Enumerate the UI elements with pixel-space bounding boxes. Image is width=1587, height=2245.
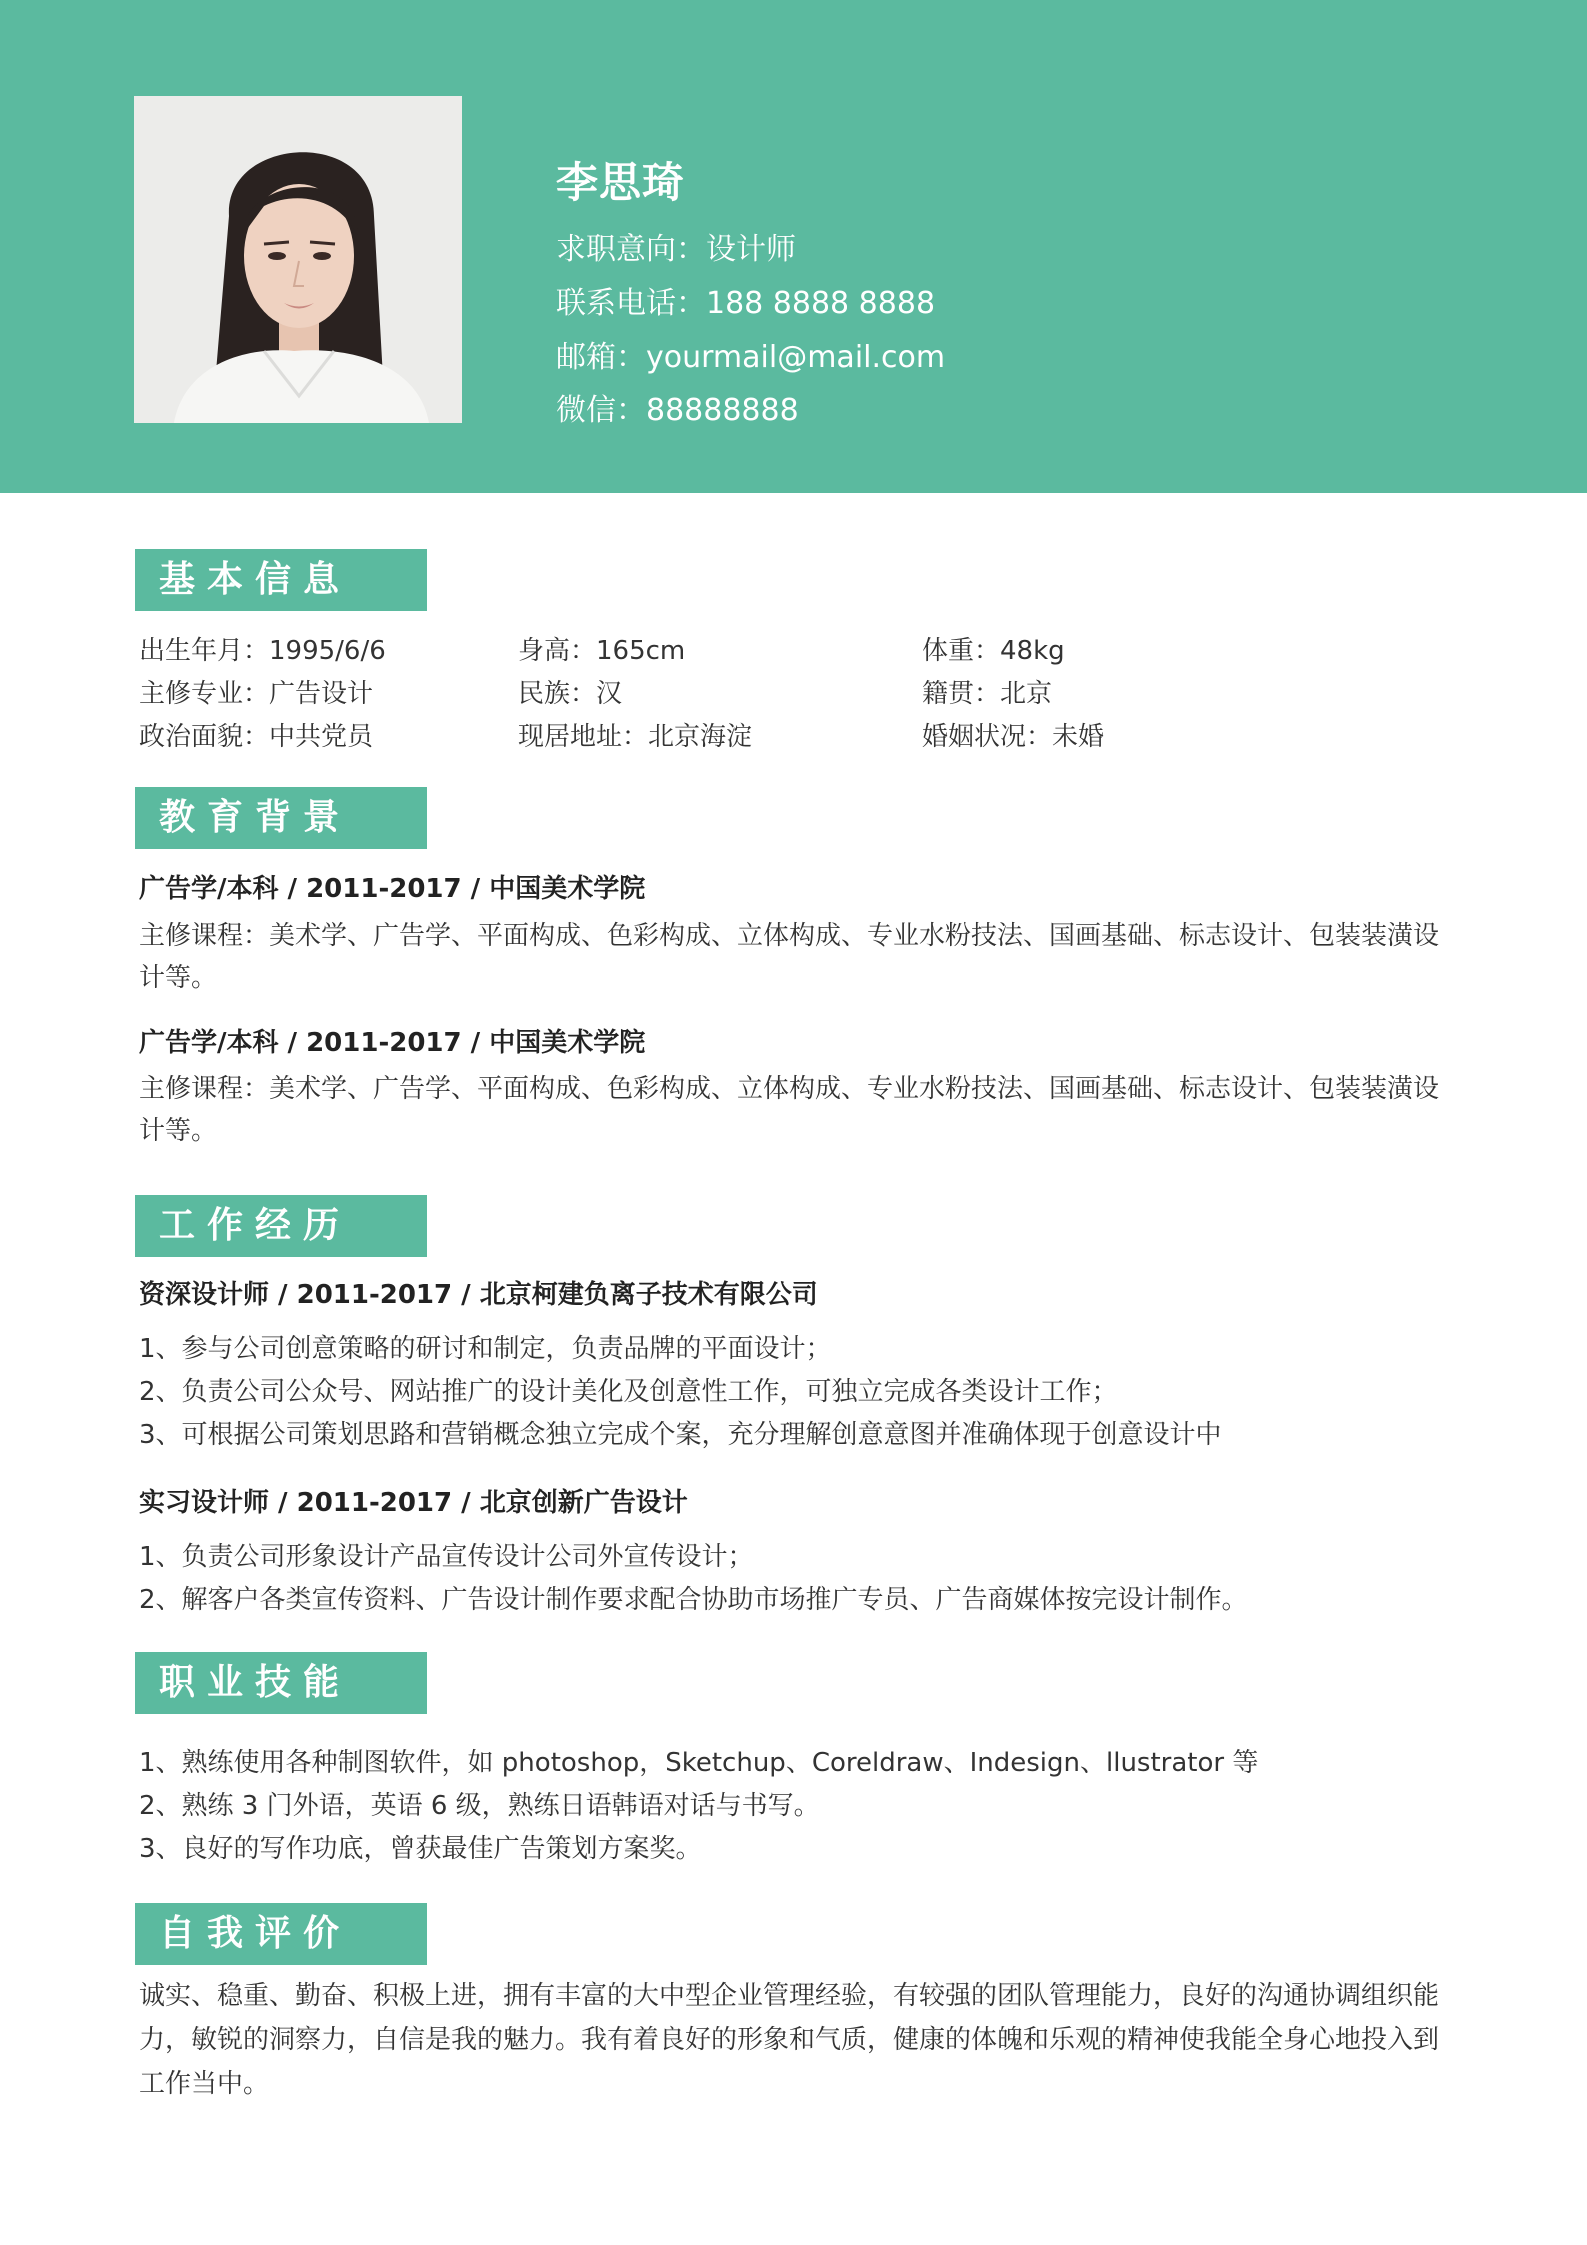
education-desc: 主修课程：美术学、广告学、平面构成、色彩构成、立体构成、专业水粉技法、国画基础、标志设计、包装装潢设计等。 [139, 1074, 1440, 1146]
portrait-icon [134, 96, 462, 423]
basic-origin: 籍贯：北京 [922, 679, 1053, 709]
candidate-name: 李思琦 [556, 158, 686, 207]
work-duty: 3、可根据公司策划思路和营销概念独立完成个案，充分理解创意意图并准确体现于创意设计中 [139, 1420, 1222, 1450]
basic-address: 现居地址：北京海淀 [518, 722, 753, 752]
basic-ethnicity: 民族：汉 [518, 679, 623, 709]
skill-item: 2、熟练 3 门外语，英语 6 级，熟练日语韩语对话与书写。 [139, 1791, 820, 1821]
basic-weight: 体重：48kg [922, 636, 1065, 666]
work-heading: 资深设计师 / 2011-2017 / 北京柯建负离子技术有限公司 [139, 1280, 818, 1310]
basic-height: 身高：165cm [518, 636, 686, 666]
skill-item: 3、良好的写作功底，曾获最佳广告策划方案奖。 [139, 1834, 702, 1864]
basic-major: 主修专业：广告设计 [139, 679, 374, 709]
section-title-education: 教育背景 [135, 787, 427, 849]
phone-number: 联系电话：188 8888 8888 [556, 286, 936, 321]
education-heading: 广告学/本科 / 2011-2017 / 中国美术学院 [139, 1028, 646, 1058]
basic-marital: 婚姻状况：未婚 [922, 722, 1105, 752]
section-title-skills: 职业技能 [135, 1652, 427, 1714]
basic-birth: 出生年月：1995/6/6 [139, 636, 386, 666]
section-title-basic: 基本信息 [135, 549, 427, 611]
email-address: 邮箱：yourmail@mail.com [556, 340, 946, 375]
education-desc: 主修课程：美术学、广告学、平面构成、色彩构成、立体构成、专业水粉技法、国画基础、标志设计、包装装潢设计等。 [139, 921, 1440, 993]
skill-item: 1、熟练使用各种制图软件，如 photoshop，Sketchup、Coreldraw、Indesign、llustrator 等 [139, 1748, 1259, 1778]
work-heading: 实习设计师 / 2011-2017 / 北京创新广告设计 [139, 1488, 688, 1518]
section-title-work: 工作经历 [135, 1195, 427, 1257]
self-evaluation: 诚实、稳重、勤奋、积极上进，拥有丰富的大中型企业管理经验，有较强的团队管理能力，良好的沟通协调组织能力，敏锐的洞察力，自信是我的魅力。我有着良好的形象和气质，健康的体魄和乐观的精神使我能全身心地投入到工作当中。 [139, 1981, 1440, 2099]
wechat-id: 微信：88888888 [556, 393, 799, 428]
work-duty: 2、解客户各类宣传资料、广告设计制作要求配合协助市场推广专员、广告商媒体按完设计制作。 [139, 1585, 1248, 1615]
basic-political: 政治面貌：中共党员 [139, 722, 374, 752]
work-duty: 2、负责公司公众号、网站推广的设计美化及创意性工作，可独立完成各类设计工作； [139, 1377, 1118, 1407]
work-duty: 1、参与公司创意策略的研讨和制定，负责品牌的平面设计； [139, 1334, 832, 1364]
portrait-photo [134, 96, 462, 423]
section-title-self: 自我评价 [135, 1903, 427, 1965]
education-heading: 广告学/本科 / 2011-2017 / 中国美术学院 [139, 874, 646, 904]
job-intent: 求职意向：设计师 [556, 232, 796, 267]
work-duty: 1、负责公司形象设计产品宣传设计公司外宣传设计； [139, 1542, 754, 1572]
